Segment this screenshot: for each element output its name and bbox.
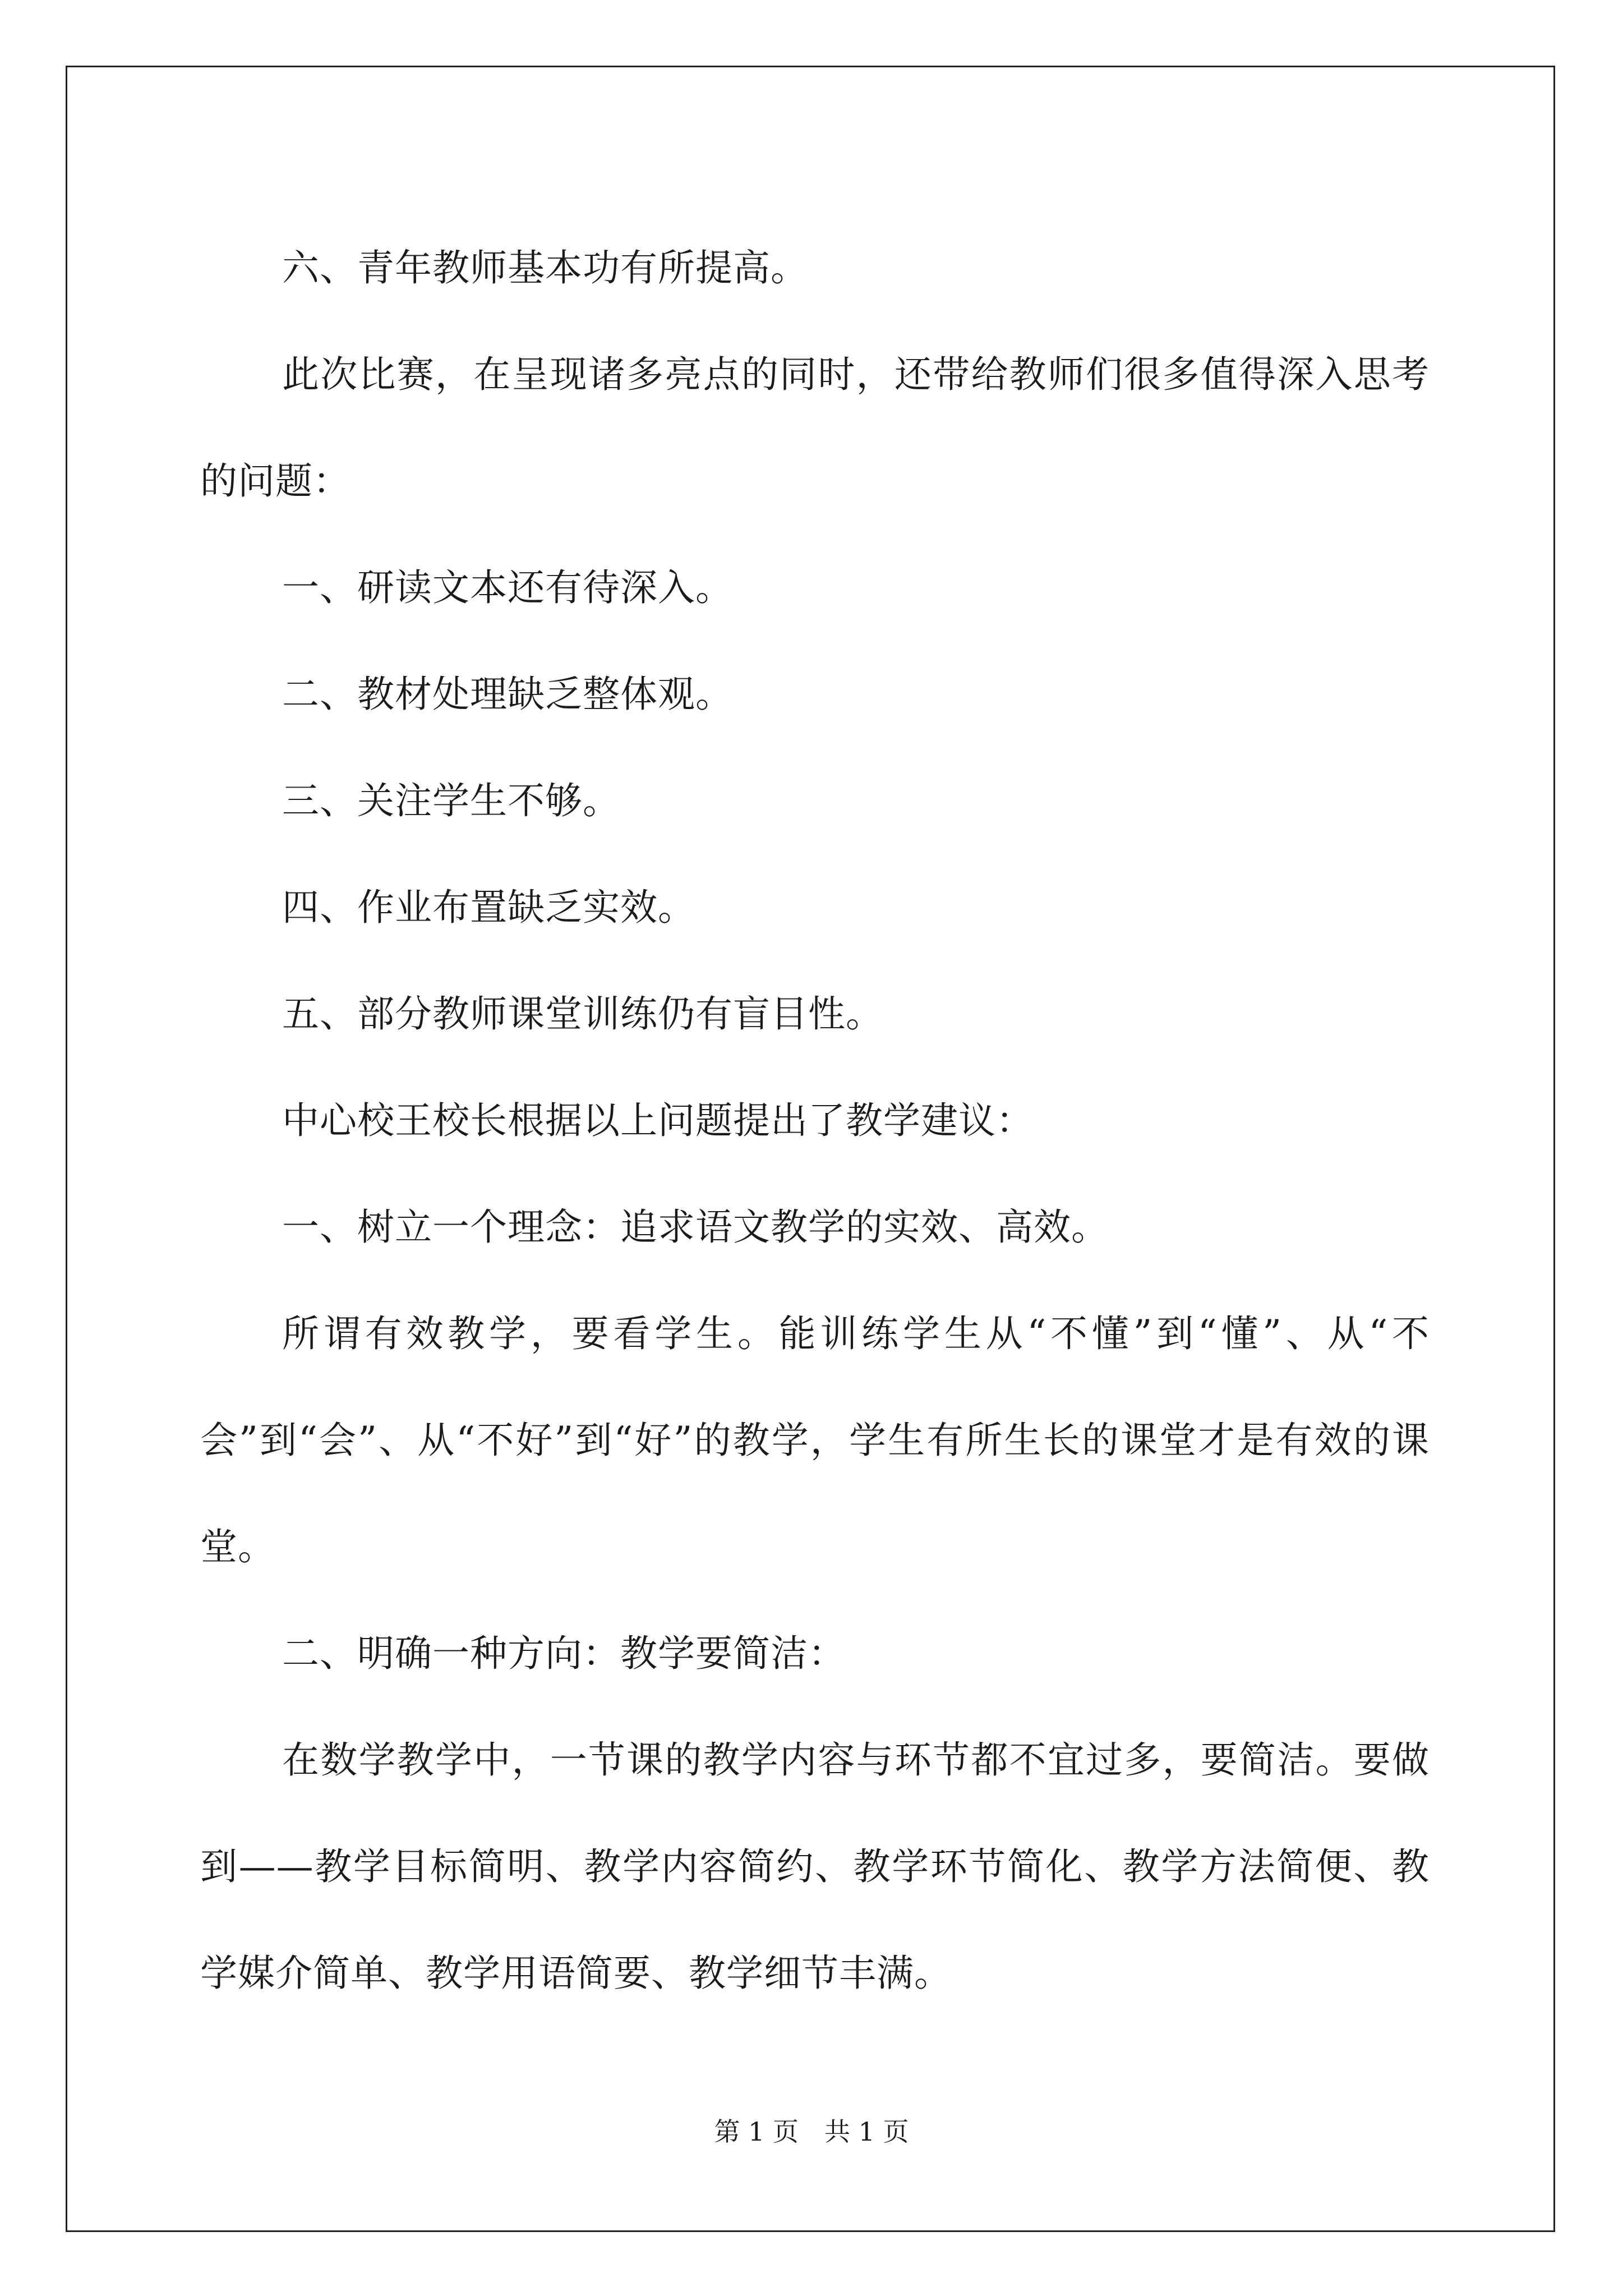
document-body [200,215,1430,2027]
paragraph: 二、教材处理缺乏整体观。 [282,673,733,716]
paragraph: 所谓有效教学，要看学生。能训练学生从“不懂”到“懂”、从“不会”到“会”、从“不好”到“好”的教学，学生有所生长的课堂才是有效的课堂。 [200,1312,1430,1568]
paragraph: 二、明确一种方向：教学要简洁： [282,1632,846,1675]
paragraph: 六、青年教师基本功有所提高。 [282,246,808,289]
paragraph: 三、关注学生不够。 [282,779,620,822]
paragraph: 在数学教学中，一节课的教学内容与环节都不宜过多，要简洁。要做到——教学目标简明、教学内容简约、教学环节简化、教学方法简便、教学媒介简单、教学用语简要、教学细节丰满。 [200,1738,1430,1995]
paragraph: 此次比赛，在呈现诸多亮点的同时，还带给教师们很多值得深入思考的问题： [200,353,1430,503]
paragraph: 四、作业布置缺乏实效。 [282,886,695,929]
paragraph: 五、部分教师课堂训练仍有盲目性。 [282,992,883,1036]
paragraph: 中心校王校长根据以上问题提出了教学建议： [282,1099,1034,1142]
paragraph: 一、树立一个理念：追求语文教学的实效、高效。 [282,1205,1109,1249]
page-number-footer: 第 1 页 共 1 页 [714,2116,909,2147]
paragraph: 一、研读文本还有待深入。 [282,566,733,609]
